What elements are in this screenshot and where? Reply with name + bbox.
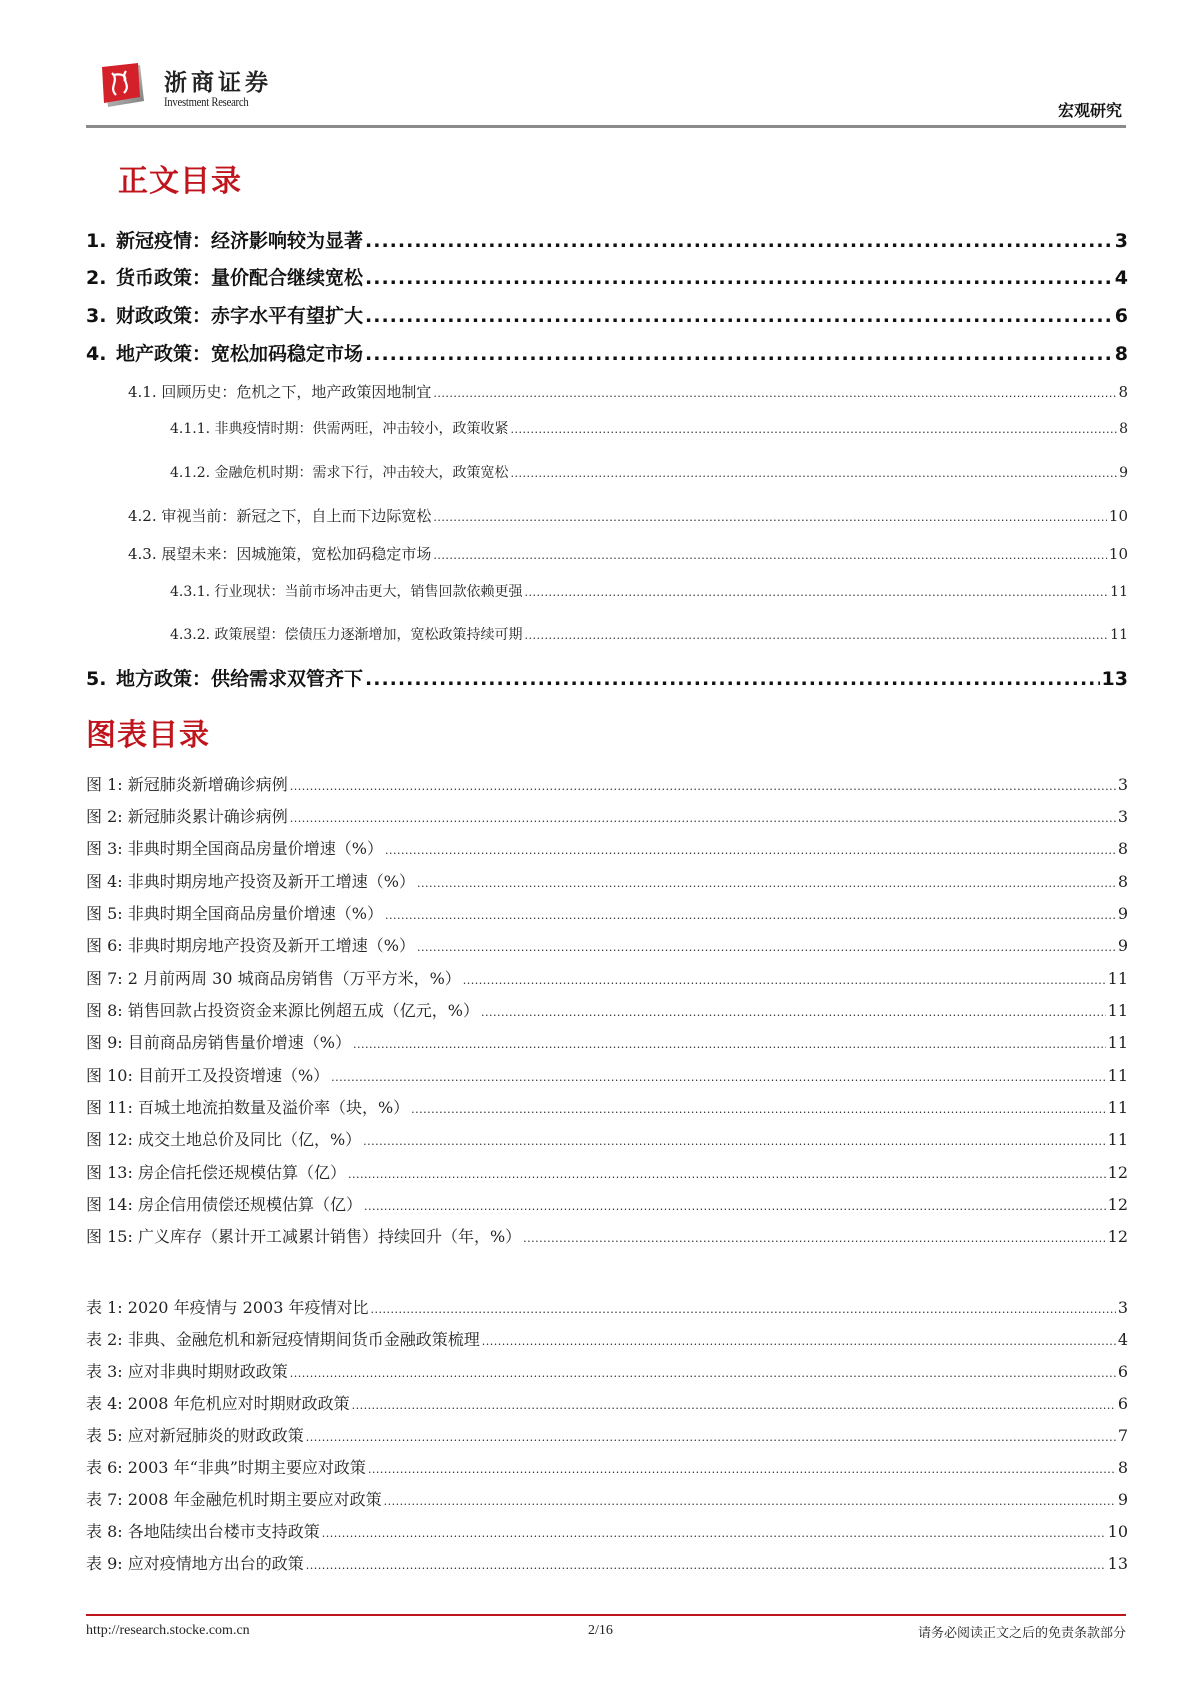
table-label: 2020 年疫情与 2003 年疫情对比: [127, 1298, 369, 1317]
dot-leader: [364, 1200, 1106, 1213]
toc-item-label: 展望未来：因城施策，宽松加码稳定市场: [161, 545, 432, 563]
brand-name-cn: 浙商证券: [164, 69, 272, 96]
table-label: 应对新冠肺炎的财政政策: [127, 1426, 304, 1445]
toc-item-number: 4.1.1.: [170, 421, 211, 437]
figure-page: 3: [1117, 807, 1128, 826]
toc-item-label: 新冠疫情：经济影响较为显著: [116, 230, 364, 252]
figure-page: 8: [1117, 839, 1128, 858]
figure-label: 广义库存（累计开工减累计销售）持续回升（年，%）: [137, 1227, 522, 1246]
toc-item-label: 地产政策：宽松加码稳定市场: [116, 343, 364, 365]
figure-page: 11: [1107, 969, 1128, 988]
table-label: 2003 年“非典”时期主要应对政策: [127, 1458, 366, 1477]
dot-leader: [290, 1367, 1116, 1380]
dot-leader: [511, 423, 1118, 436]
toc-item-label: 货币政策：量价配合继续宽松: [116, 267, 364, 289]
section-label: 宏观研究: [1057, 101, 1122, 120]
toc-item-page: 11: [1110, 584, 1128, 600]
figure-number: 图 3:: [86, 839, 123, 858]
dot-leader: [433, 549, 1106, 562]
figure-item[interactable]: [86, 1192, 1128, 1215]
table-page: 8: [1117, 1458, 1128, 1477]
table-number: 表 6:: [86, 1458, 123, 1477]
dot-leader: [463, 974, 1106, 987]
toc-item-page: 9: [1119, 465, 1128, 481]
figure-item[interactable]: [86, 998, 1128, 1021]
toc-title: 正文目录: [118, 164, 242, 199]
figure-page: 11: [1107, 1066, 1128, 1085]
figure-label: 新冠肺炎累计确诊病例: [127, 807, 288, 826]
figure-page: 9: [1117, 904, 1128, 923]
dot-leader: [368, 1463, 1116, 1476]
toc-item-page: 13: [1101, 668, 1128, 690]
table-page: 13: [1107, 1554, 1128, 1573]
figure-number: 图 6:: [86, 936, 123, 955]
toc-item-number: 5.: [86, 668, 107, 690]
toc-item-page: 8: [1114, 343, 1128, 365]
toc-item[interactable]: [86, 664, 1128, 691]
toc-item-page: 10: [1108, 507, 1128, 525]
table-item[interactable]: [86, 1359, 1128, 1382]
figures-title: 图表目录: [86, 718, 210, 753]
dot-leader: [290, 812, 1116, 825]
dot-leader: [306, 1559, 1106, 1572]
dot-leader: [365, 343, 1113, 365]
footer-disclaimer: 请务必阅读正文之后的免责条款部分: [917, 1626, 1126, 1641]
table-number: 表 2:: [86, 1330, 123, 1349]
brand-logo-icon: [94, 61, 146, 111]
dot-leader: [353, 1038, 1106, 1051]
figure-item[interactable]: [86, 1224, 1128, 1247]
dot-leader: [365, 267, 1113, 289]
figure-number: 图 15:: [86, 1227, 133, 1246]
figure-item[interactable]: [86, 901, 1128, 924]
dot-leader: [290, 780, 1116, 793]
figure-number: 图 2:: [86, 807, 123, 826]
figure-label: 百城土地流拍数量及溢价率（块，%）: [137, 1098, 410, 1117]
table-item[interactable]: [86, 1423, 1128, 1446]
dot-leader: [511, 467, 1118, 480]
table-number: 表 4:: [86, 1394, 123, 1413]
dot-leader: [525, 629, 1109, 642]
toc-item[interactable]: [170, 624, 1128, 644]
figure-label: 非典时期房地产投资及新开工增速（%）: [127, 936, 415, 955]
dot-leader: [365, 305, 1113, 327]
toc-item[interactable]: [170, 462, 1128, 482]
table-page: 9: [1117, 1490, 1128, 1509]
table-item[interactable]: [86, 1391, 1128, 1414]
dot-leader: [370, 1303, 1115, 1316]
dot-leader: [417, 877, 1116, 890]
figure-item[interactable]: [86, 966, 1128, 989]
toc-item-page: 6: [1114, 305, 1128, 327]
figure-item[interactable]: [86, 933, 1128, 956]
figure-page: 12: [1107, 1163, 1128, 1182]
figure-item[interactable]: [86, 1063, 1128, 1086]
figure-number: 图 9:: [86, 1033, 123, 1052]
figure-number: 图 5:: [86, 904, 123, 923]
figure-label: 成交土地总价及同比（亿，%）: [137, 1130, 362, 1149]
dot-leader: [363, 1135, 1105, 1148]
toc-item-number: 3.: [86, 305, 107, 327]
table-label: 非典、金融危机和新冠疫情期间货币金融政策梳理: [127, 1330, 480, 1349]
table-label: 2008 年金融危机时期主要应对政策: [127, 1490, 382, 1509]
dot-leader: [331, 1071, 1105, 1084]
toc-item-label: 财政政策：赤字水平有望扩大: [116, 305, 364, 327]
table-number: 表 7:: [86, 1490, 123, 1509]
toc-item-number: 1.: [86, 230, 107, 252]
dot-leader: [525, 586, 1109, 599]
figure-label: 非典时期全国商品房量价增速（%）: [127, 904, 383, 923]
toc-item-label: 非典疫情时期：供需两旺，冲击较小，政策收紧: [214, 421, 509, 437]
figure-number: 图 14:: [86, 1195, 133, 1214]
figure-number: 图 11:: [86, 1098, 133, 1117]
footer-divider: [86, 1614, 1126, 1616]
table-item[interactable]: [86, 1295, 1128, 1318]
toc-item-page: 11: [1110, 627, 1128, 643]
figure-page: 11: [1107, 1130, 1128, 1149]
figure-label: 房企信托偿还规模估算（亿）: [137, 1163, 346, 1182]
dot-leader: [352, 1399, 1116, 1412]
toc-item[interactable]: [86, 226, 1128, 253]
table-page: 6: [1117, 1362, 1128, 1381]
dot-leader: [481, 1006, 1106, 1019]
dot-leader: [384, 1495, 1116, 1508]
table-item[interactable]: [86, 1487, 1128, 1510]
dot-leader: [348, 1168, 1106, 1181]
figure-label: 目前开工及投资增速（%）: [137, 1066, 330, 1085]
toc-item-label: 金融危机时期：需求下行，冲击较大，政策宽松: [214, 465, 509, 481]
table-number: 表 9:: [86, 1554, 123, 1573]
figure-page: 12: [1107, 1227, 1128, 1246]
table-label: 各地陆续出台楼市支持政策: [127, 1522, 320, 1541]
dot-leader: [411, 1103, 1105, 1116]
toc-item-number: 4.1.: [128, 383, 157, 401]
figure-label: 新冠肺炎新增确诊病例: [127, 775, 288, 794]
toc-item-page: 3: [1114, 230, 1128, 252]
figure-label: 房企信用债偿还规模估算（亿）: [137, 1195, 362, 1214]
figure-item[interactable]: [86, 772, 1128, 795]
toc-item-page: 10: [1108, 545, 1128, 563]
toc-item-label: 回顾历史：危机之下，地产政策因地制宜: [161, 383, 432, 401]
dot-leader: [306, 1431, 1116, 1444]
toc-item[interactable]: [86, 301, 1128, 328]
toc-item-number: 2.: [86, 267, 107, 289]
dot-leader: [385, 909, 1116, 922]
table-label: 2008 年危机应对时期财政政策: [127, 1394, 350, 1413]
table-item[interactable]: [86, 1519, 1128, 1542]
toc-item-number: 4.3.2.: [170, 627, 211, 643]
toc-item-number: 4.3.: [128, 545, 157, 563]
figure-number: 图 8:: [86, 1001, 123, 1020]
figure-label: 销售回款占投资资金来源比例超五成（亿元，%）: [127, 1001, 479, 1020]
dot-leader: [482, 1335, 1116, 1348]
table-page: 6: [1117, 1394, 1128, 1413]
figure-item[interactable]: [86, 804, 1128, 827]
table-item[interactable]: [86, 1551, 1128, 1574]
toc-item-page: 8: [1118, 383, 1128, 401]
dot-leader: [322, 1527, 1106, 1540]
toc-item[interactable]: [128, 505, 1128, 526]
figure-number: 图 1:: [86, 775, 123, 794]
table-item[interactable]: [86, 1455, 1128, 1478]
figure-page: 12: [1107, 1195, 1128, 1214]
toc-item-number: 4.3.1.: [170, 584, 211, 600]
toc-item-page: 4: [1114, 267, 1128, 289]
dot-leader: [433, 511, 1106, 524]
table-number: 表 5:: [86, 1426, 123, 1445]
figure-page: 9: [1117, 936, 1128, 955]
page-indicator: 2/16: [588, 1623, 613, 1638]
brand-name-en: Investment Research: [164, 94, 249, 109]
figure-item[interactable]: [86, 1095, 1128, 1118]
figure-page: 11: [1107, 1033, 1128, 1052]
toc-item[interactable]: [128, 381, 1128, 402]
footer-url-link[interactable]: http://research.stocke.com.cn: [86, 1623, 250, 1638]
table-label: 应对非典时期财政政策: [127, 1362, 288, 1381]
dot-leader: [417, 941, 1116, 954]
figure-label: 2 月前两周 30 城商品房销售（万平方米，%）: [127, 969, 461, 988]
toc-item-page: 8: [1119, 421, 1128, 437]
toc-item-label: 政策展望：偿债压力逐渐增加，宽松政策持续可期: [214, 627, 523, 643]
toc-item-number: 4.: [86, 343, 107, 365]
dot-leader: [365, 668, 1100, 690]
toc-item[interactable]: [170, 581, 1128, 601]
figure-item[interactable]: [86, 869, 1128, 892]
dot-leader: [365, 230, 1113, 252]
toc-item-number: 4.1.2.: [170, 465, 211, 481]
figure-number: 图 12:: [86, 1130, 133, 1149]
table-page: 10: [1107, 1522, 1128, 1541]
figure-label: 非典时期房地产投资及新开工增速（%）: [127, 872, 415, 891]
table-page: 7: [1117, 1426, 1128, 1445]
toc-item-label: 行业现状：当前市场冲击更大，销售回款依赖更强: [214, 584, 523, 600]
figure-item[interactable]: [86, 1160, 1128, 1183]
toc-item[interactable]: [86, 263, 1128, 290]
page-header: [86, 56, 1128, 126]
figure-number: 图 4:: [86, 872, 123, 891]
toc-item-label: 审视当前：新冠之下，自上而下边际宽松: [161, 507, 432, 525]
figure-item[interactable]: [86, 836, 1128, 859]
table-page: 4: [1117, 1330, 1128, 1349]
figure-page: 8: [1117, 872, 1128, 891]
figure-number: 图 10:: [86, 1066, 133, 1085]
figure-item[interactable]: [86, 1030, 1128, 1053]
table-number: 表 3:: [86, 1362, 123, 1381]
figure-page: 11: [1107, 1098, 1128, 1117]
toc-item-label: 地方政策：供给需求双管齐下: [116, 668, 364, 690]
table-label: 应对疫情地方出台的政策: [127, 1554, 304, 1573]
toc-item-number: 4.2.: [128, 507, 157, 525]
figure-item[interactable]: [86, 1127, 1128, 1150]
table-number: 表 8:: [86, 1522, 123, 1541]
dot-leader: [523, 1232, 1105, 1245]
toc-item[interactable]: [170, 418, 1128, 438]
toc-item[interactable]: [86, 339, 1128, 366]
table-page: 3: [1117, 1298, 1128, 1317]
figure-number: 图 13:: [86, 1163, 133, 1182]
table-item[interactable]: [86, 1327, 1128, 1350]
dot-leader: [433, 387, 1116, 400]
figure-page: 11: [1107, 1001, 1128, 1020]
toc-item[interactable]: [128, 543, 1128, 564]
table-number: 表 1:: [86, 1298, 123, 1317]
dot-leader: [385, 844, 1116, 857]
figure-label: 非典时期全国商品房量价增速（%）: [127, 839, 383, 858]
figure-number: 图 7:: [86, 969, 123, 988]
figure-label: 目前商品房销售量价增速（%）: [127, 1033, 351, 1052]
header-divider: [86, 125, 1126, 128]
figure-page: 3: [1117, 775, 1128, 794]
